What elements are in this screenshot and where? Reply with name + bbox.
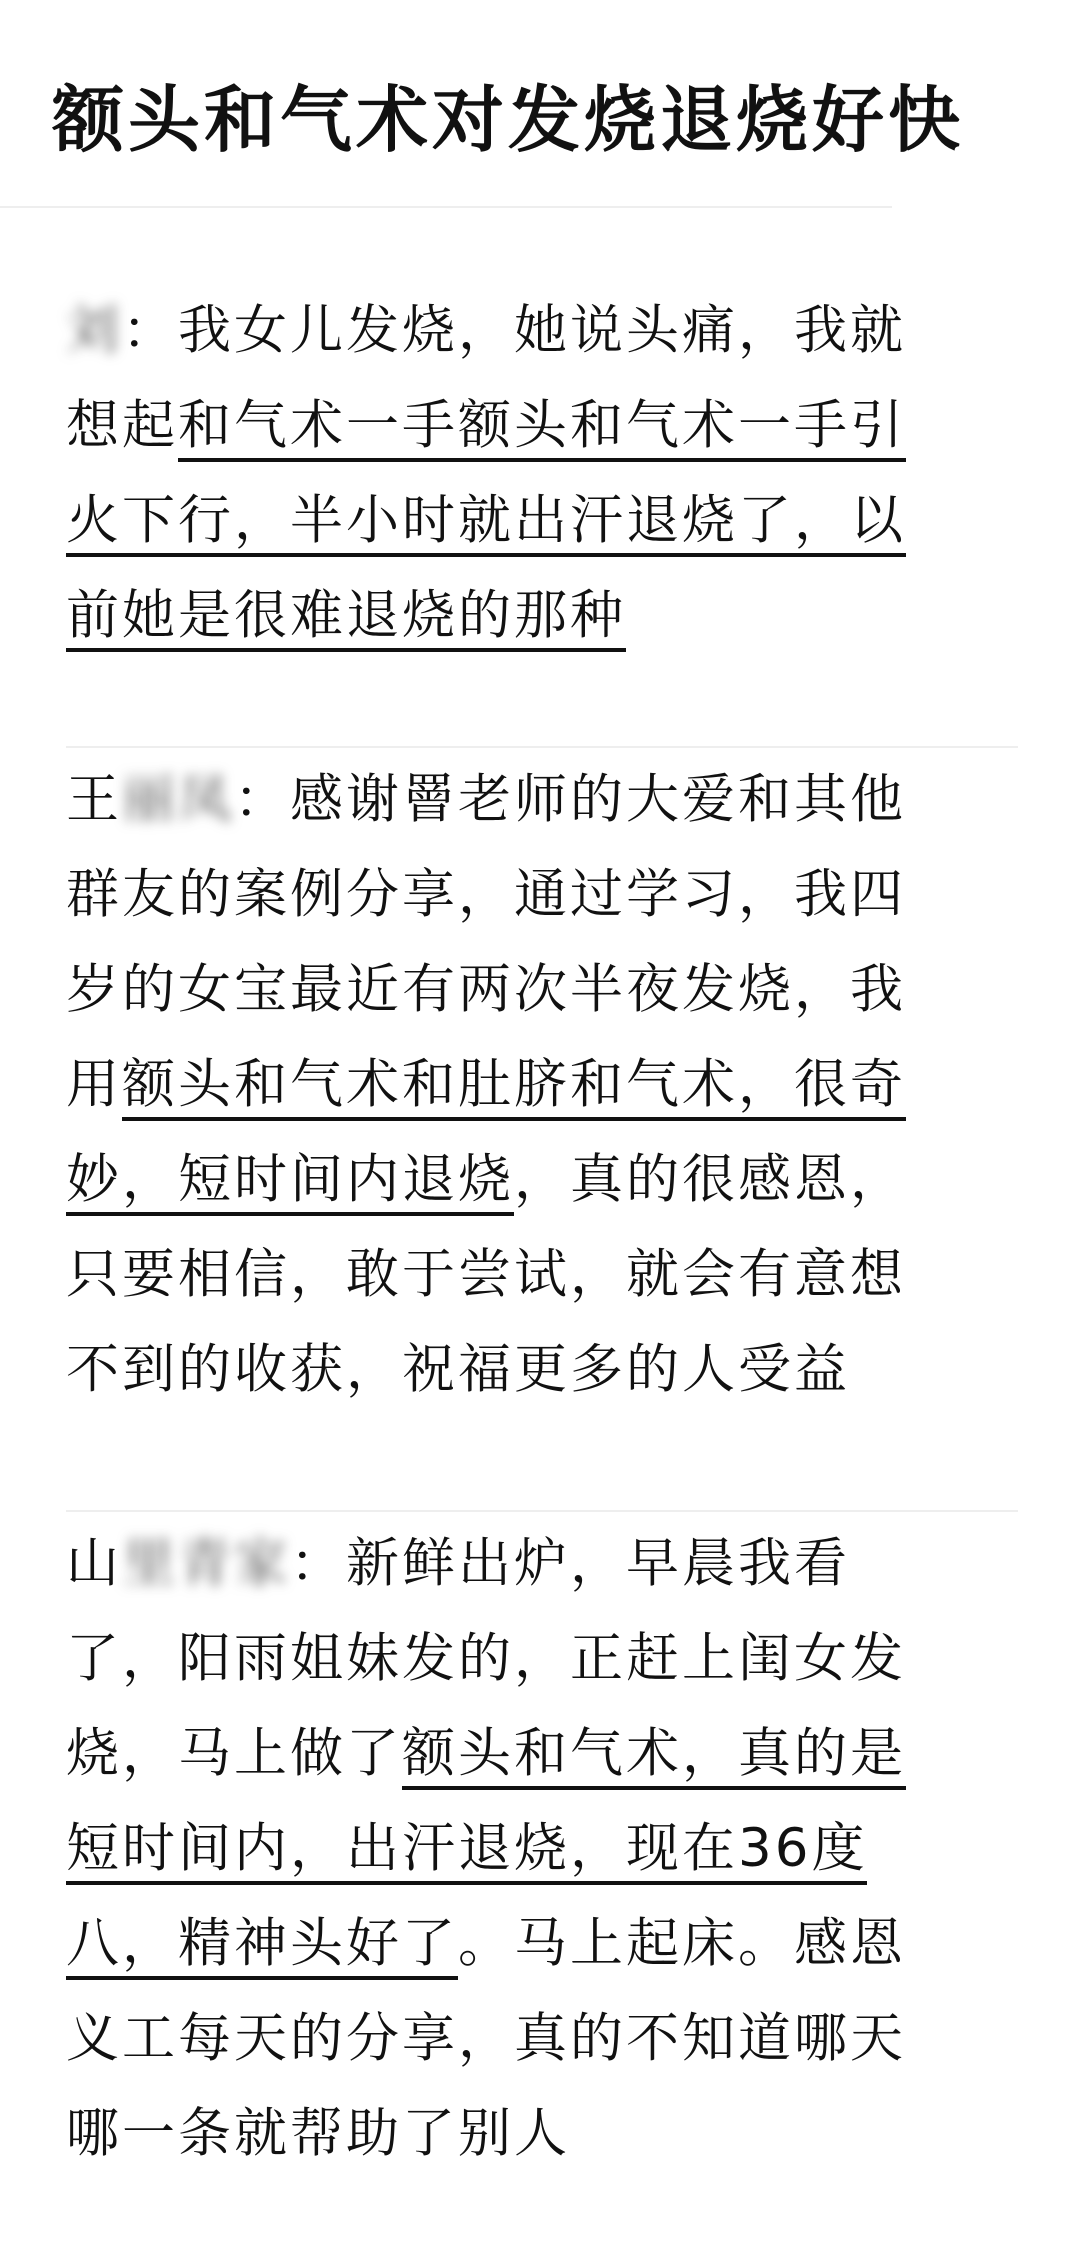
underlined-text: 八，精神头好了 — [66, 1913, 458, 1980]
name-separator: ： — [234, 769, 290, 830]
post-3 — [66, 1516, 1026, 2181]
underlined-text: 前她是很难退烧的那种 — [66, 585, 626, 652]
underlined-text: 额头和气术和肚脐和气术，很奇 — [122, 1054, 906, 1121]
post-text: 想起 — [66, 395, 178, 456]
post-line — [66, 1706, 1026, 1801]
underlined-text: 和气术一手额头和气术一手引 — [178, 395, 906, 462]
underlined-text: 额头和气术，真的是 — [402, 1723, 906, 1790]
underlined-text: 火下行，半小时就出汗退烧了，以 — [66, 490, 906, 557]
post-1 — [66, 283, 1026, 663]
post-line — [66, 283, 1026, 378]
blurred-author-name: 丽凤 — [122, 769, 234, 830]
post-divider — [66, 1510, 1018, 1512]
post-text: 岁的女宝最近有两次半夜发烧，我 — [66, 959, 906, 1020]
post-line — [66, 378, 1026, 473]
name-separator: ： — [290, 1533, 346, 1594]
page-title: 额头和气术对发烧退烧好快 — [52, 78, 965, 162]
post-line — [66, 2086, 1026, 2181]
post-text: 用 — [66, 1054, 122, 1115]
post-text: ，真的很感恩， — [514, 1149, 906, 1210]
post-line — [66, 1322, 1026, 1417]
underlined-text: 短时间内，出汗退烧，现在36度 — [66, 1818, 867, 1885]
post-2 — [66, 752, 1026, 1417]
post-text: 义工每天的分享，真的不知道哪天 — [66, 2008, 906, 2069]
post-line — [66, 473, 1026, 568]
title-divider — [0, 206, 892, 208]
post-line — [66, 1801, 1026, 1896]
post-line — [66, 1991, 1026, 2086]
post-line — [66, 1611, 1026, 1706]
post-line — [66, 568, 1026, 663]
post-text: 烧，马上做了 — [66, 1723, 402, 1784]
post-text: 不到的收获，祝福更多的人受益 — [66, 1339, 850, 1400]
post-text: 。马上起床。感恩 — [458, 1913, 906, 1974]
underlined-text: 妙，短时间内退烧 — [66, 1149, 514, 1216]
post-text: 群友的案例分享，通过学习，我四 — [66, 864, 906, 925]
name-separator: ： — [122, 300, 178, 361]
post-line — [66, 1227, 1026, 1322]
post-text: 了，阳雨姐妹发的，正赶上闺女发 — [66, 1628, 906, 1689]
author-name: 山 — [66, 1533, 122, 1594]
post-line — [66, 1516, 1026, 1611]
post-line — [66, 1896, 1026, 1991]
post-line — [66, 847, 1026, 942]
author-name: 王 — [66, 769, 122, 830]
post-text: 我女儿发烧，她说头痛，我就 — [178, 300, 906, 361]
post-line — [66, 1132, 1026, 1227]
post-line — [66, 1037, 1026, 1132]
post-text: 哪一条就帮助了别人 — [66, 2103, 570, 2164]
post-line — [66, 942, 1026, 1037]
post-line — [66, 752, 1026, 847]
post-text: 新鲜出炉，早晨我看 — [346, 1533, 850, 1594]
blurred-author-name: 刘 — [66, 300, 122, 361]
post-text: 感谢罾老师的大爱和其他 — [290, 769, 906, 830]
post-text: 只要相信，敢于尝试，就会有意想 — [66, 1244, 906, 1305]
post-divider — [66, 746, 1018, 748]
blurred-author-name: 里青家 — [122, 1533, 290, 1594]
